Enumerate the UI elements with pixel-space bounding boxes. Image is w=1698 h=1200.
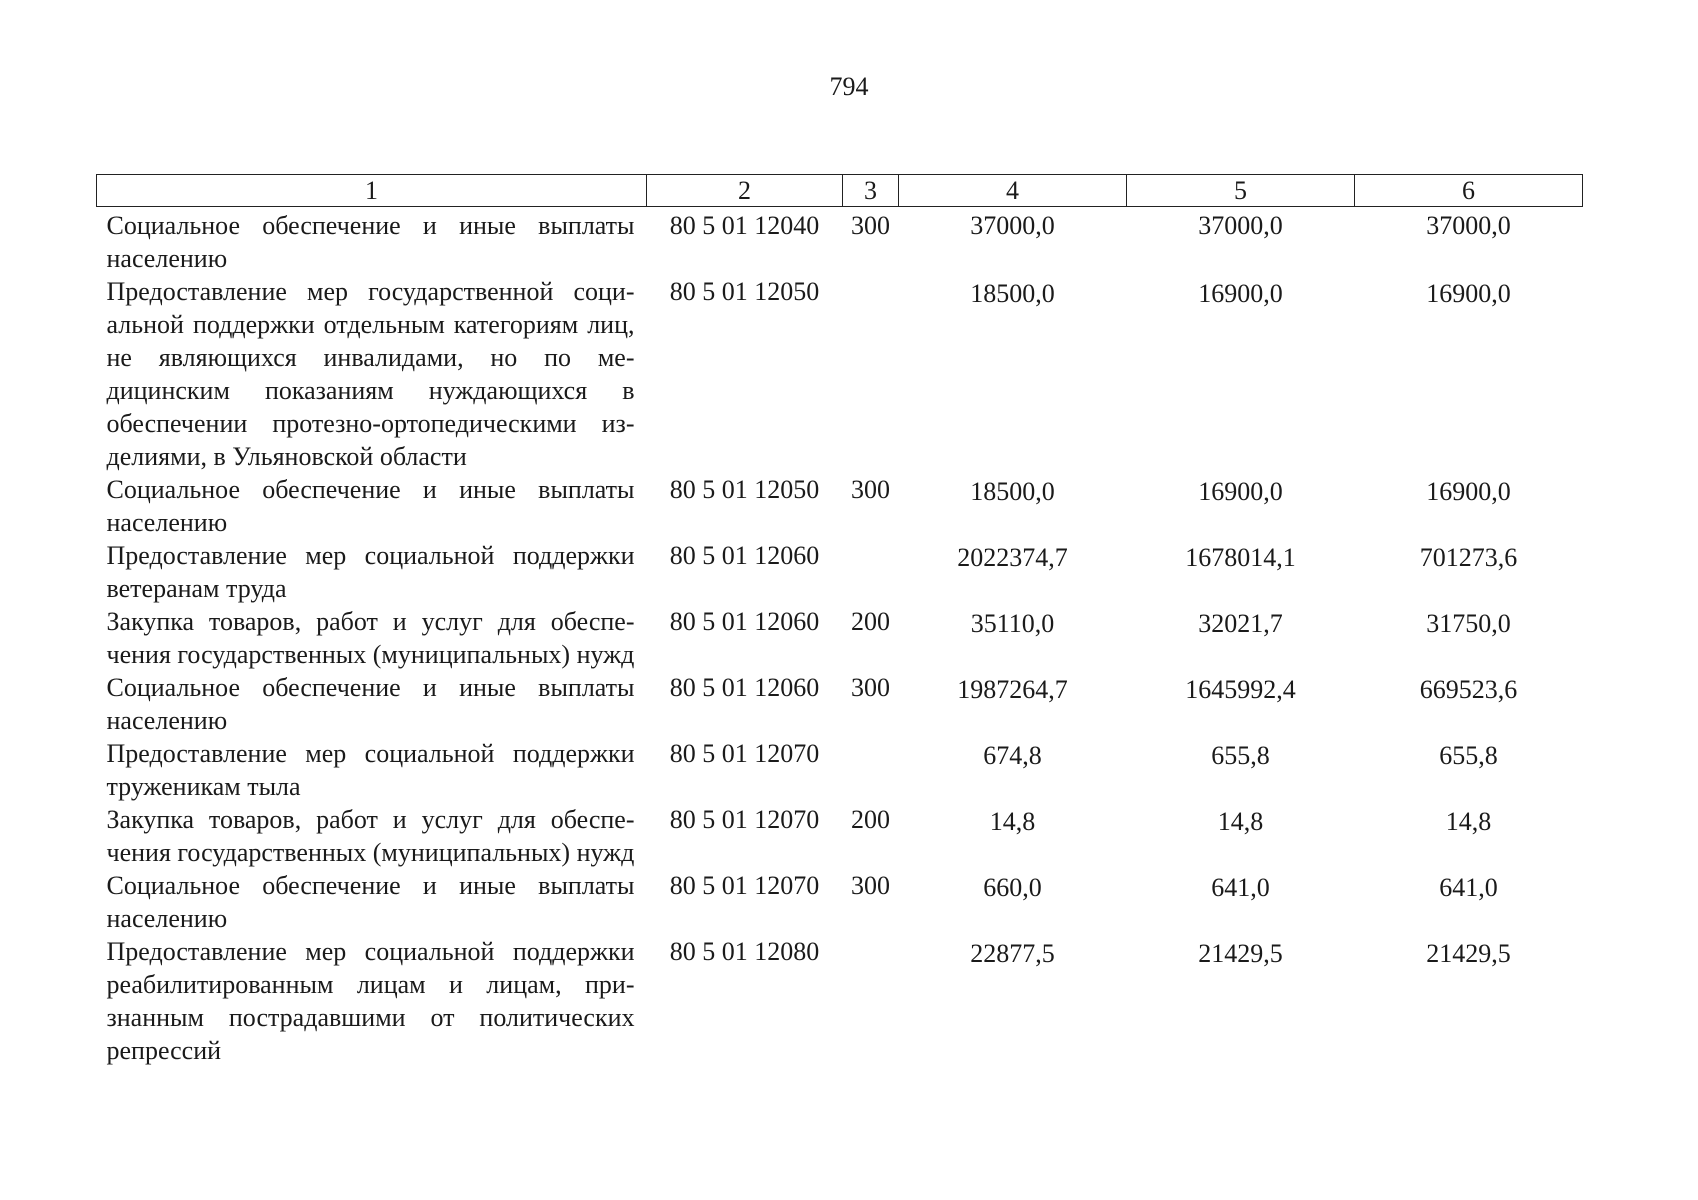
row-csr-code: 80 5 01 12080 bbox=[669, 937, 820, 966]
row-csr-code: 80 5 01 12040 bbox=[669, 211, 820, 240]
row-csr-code: 80 5 01 12050 bbox=[669, 475, 820, 504]
row-value-col4: 18500,0 bbox=[970, 279, 1055, 308]
row-value-col4: 660,0 bbox=[983, 873, 1042, 902]
row-expense-type: 200 bbox=[851, 805, 890, 834]
row-value-col4: 1987264,7 bbox=[957, 675, 1068, 704]
row-value-col6: 14,8 bbox=[1445, 807, 1492, 836]
row-expense-type bbox=[843, 275, 899, 473]
row-csr-code: 80 5 01 12060 bbox=[669, 607, 820, 636]
row-csr-code: 80 5 01 12070 bbox=[669, 739, 820, 768]
table-row bbox=[97, 605, 1583, 671]
table-body bbox=[97, 207, 1583, 1068]
row-name: Предоставление мер социальной поддержки ветеранам труда bbox=[106, 541, 635, 603]
row-expense-type: 300 bbox=[851, 673, 890, 702]
table-row bbox=[97, 737, 1583, 803]
row-csr-code: 80 5 01 12060 bbox=[669, 673, 820, 702]
row-name: Предоставление мер социальной поддержки реабилитированным лицам и лицам, признанным пострадавшими от политических репрессий bbox=[106, 937, 635, 1065]
row-expense-type bbox=[843, 935, 899, 1067]
row-value-col6: 655,8 bbox=[1439, 741, 1498, 770]
row-name: Закупка товаров, работ и услуг для обеспечения государственных (муниципальных) нужд bbox=[106, 805, 635, 867]
header-col-5: 5 bbox=[1127, 175, 1355, 207]
row-value-col6: 641,0 bbox=[1439, 873, 1498, 902]
row-value-col4: 22877,5 bbox=[970, 939, 1055, 968]
row-name: Социальное обеспечение и иные выплаты населению bbox=[106, 673, 635, 735]
row-csr-code: 80 5 01 12070 bbox=[669, 871, 820, 900]
row-value-col4: 35110,0 bbox=[970, 609, 1055, 638]
table-row bbox=[97, 869, 1583, 935]
row-value-col5: 21429,5 bbox=[1198, 939, 1283, 968]
row-name: Социальное обеспечение и иные выплаты населению bbox=[106, 871, 635, 933]
table-row bbox=[97, 473, 1583, 539]
table-row bbox=[97, 207, 1583, 276]
budget-table bbox=[96, 174, 1583, 1067]
row-value-col6: 31750,0 bbox=[1426, 609, 1511, 638]
row-value-col5: 1678014,1 bbox=[1185, 543, 1296, 572]
row-value-col4: 14,8 bbox=[989, 807, 1036, 836]
row-name: Социальное обеспечение и иные выплаты населению bbox=[106, 211, 635, 273]
table-row bbox=[97, 935, 1583, 1067]
table-row bbox=[97, 275, 1583, 473]
row-value-col5: 16900,0 bbox=[1198, 477, 1283, 506]
row-name: Предоставление мер государственной социальной поддержки отдельным категориям лиц, не являющихся инвалидами, но по медицинским показаниям нуждающихся в обеспечении протезно-ортопедическими изделиями, в Ульяновской области bbox=[106, 277, 635, 471]
row-value-col4: 2022374,7 bbox=[957, 543, 1068, 572]
row-value-col6: 37000,0 bbox=[1426, 211, 1511, 240]
row-value-col5: 1645992,4 bbox=[1185, 675, 1296, 704]
row-value-col5: 32021,7 bbox=[1198, 609, 1283, 638]
row-value-col5: 16900,0 bbox=[1198, 279, 1283, 308]
table-header bbox=[97, 175, 1583, 207]
row-expense-type: 300 bbox=[851, 475, 890, 504]
row-csr-code: 80 5 01 12050 bbox=[669, 277, 820, 306]
row-value-col4: 37000,0 bbox=[970, 211, 1055, 240]
row-expense-type bbox=[843, 539, 899, 605]
table-row bbox=[97, 803, 1583, 869]
row-value-col6: 16900,0 bbox=[1426, 477, 1511, 506]
row-value-col5: 37000,0 bbox=[1198, 211, 1283, 240]
header-row bbox=[97, 175, 1583, 207]
header-col-2: 2 bbox=[647, 175, 843, 207]
row-value-col5: 641,0 bbox=[1211, 873, 1270, 902]
table-row bbox=[97, 671, 1583, 737]
row-expense-type: 300 bbox=[851, 211, 890, 240]
row-name: Социальное обеспечение и иные выплаты населению bbox=[106, 475, 635, 537]
header-col-6: 6 bbox=[1355, 175, 1583, 207]
row-value-col6: 669523,6 bbox=[1419, 675, 1518, 704]
row-value-col6: 16900,0 bbox=[1426, 279, 1511, 308]
table-row bbox=[97, 539, 1583, 605]
row-expense-type: 300 bbox=[851, 871, 890, 900]
row-name: Предоставление мер социальной поддержки труженикам тыла bbox=[106, 739, 635, 801]
row-value-col6: 701273,6 bbox=[1419, 543, 1518, 572]
row-value-col5: 655,8 bbox=[1211, 741, 1270, 770]
row-csr-code: 80 5 01 12060 bbox=[669, 541, 820, 570]
row-name: Закупка товаров, работ и услуг для обеспечения государственных (муниципальных) нужд bbox=[106, 607, 635, 669]
row-value-col6: 21429,5 bbox=[1426, 939, 1511, 968]
row-csr-code: 80 5 01 12070 bbox=[669, 805, 820, 834]
header-col-3: 3 bbox=[843, 175, 899, 207]
header-col-4: 4 bbox=[899, 175, 1127, 207]
page-number: 794 bbox=[829, 72, 869, 101]
row-expense-type: 200 bbox=[851, 607, 890, 636]
row-value-col4: 18500,0 bbox=[970, 477, 1055, 506]
row-value-col4: 674,8 bbox=[983, 741, 1042, 770]
row-expense-type bbox=[843, 737, 899, 803]
row-value-col5: 14,8 bbox=[1217, 807, 1264, 836]
header-col-1: 1 bbox=[97, 175, 647, 207]
